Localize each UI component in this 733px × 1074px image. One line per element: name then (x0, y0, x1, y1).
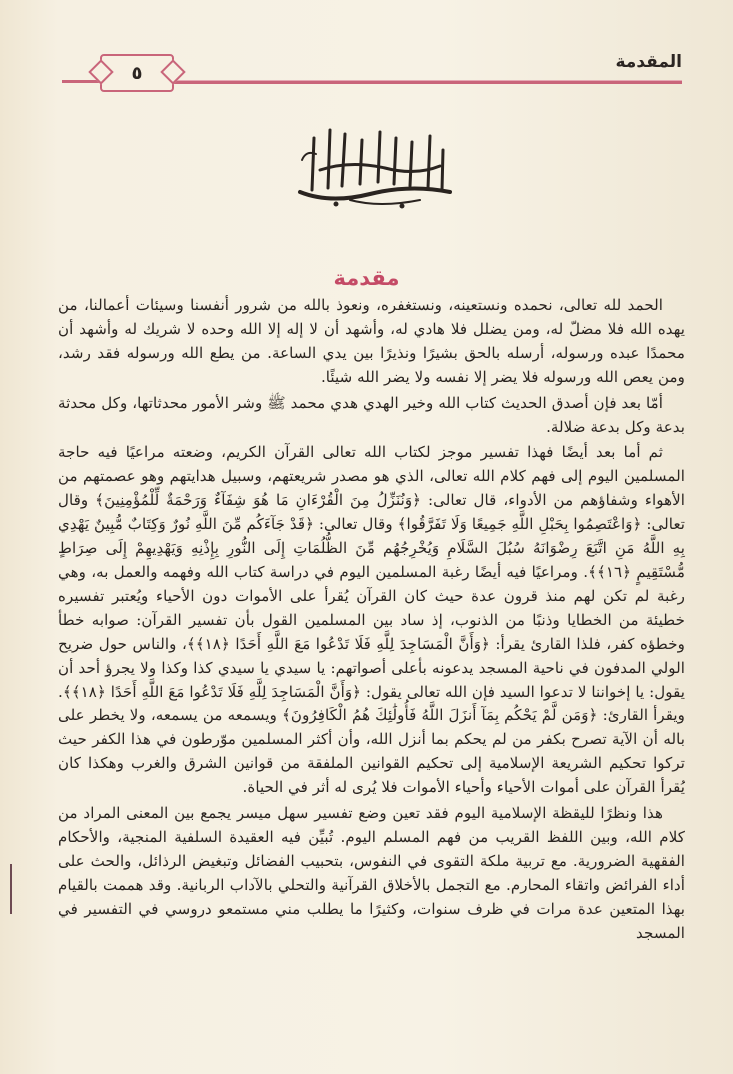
svg-text:بسم الله الرحمن الرحيم: بسم الله الرحمن الرحيم (369, 176, 381, 177)
body-text (58, 294, 685, 945)
paragraph: هذا ونظرًا لليقظة الإسلامية اليوم فقد تعين وضع تفسير سهل ميسر يجمع بين المعنى المراد من كلام الله، وبين اللفظ القريب من فهم المسلم اليوم. تُبيِّن فيه العقيدة السلفية المنجية، والأحكام الفقهية الضرورية. مع تربية ملكة التقوى في النفوس، بتحبيب الفضائل وتبغيض الرذائل، والحث على أداء الفرائض واتقاء المحارم. مع التجمل بالأخلاق القرآنية والتحلي بالآداب الربانية. وقد هممت بالقيام بهذا المتعين عدة مرات في ظرف سنوات، وكثيرًا ما يطلب مني مستمعو دروسي في التفسير في المسجد (58, 804, 685, 942)
margin-mark (10, 864, 12, 914)
section-heading: مقدمة (333, 266, 400, 290)
paragraph: الحمد لله تعالى، نحمده ونستعينه، ونستغفره، ونعوذ بالله من شرور أنفسنا وسيئات أعمالنا، من يهده الله فلا مضلّ له، ومن يضلل فلا هادي له، وأشهد أن لا إله إلا الله وحده لا شريك له وأشهد أن محمدًا عبده ورسوله، أرسله بالحق بشيرًا ونذيرًا بين يدي الساعة. من يطع الله ورسوله فقد رشد، ومن يعص الله ورسوله فلا يضر إلا نفسه ولا يضر الله شيئًا. (58, 296, 685, 386)
paragraph: أمّا بعد فإن أصدق الحديث كتاب الله وخير الهدي هدي محمد ﷺ وشر الأمور محدثاتها، وكل محدثة بدعة وكل بدعة ضلالة. (58, 393, 685, 436)
page-number-box (100, 54, 174, 92)
running-title: المقدمة (615, 52, 682, 72)
basmala-calligraphy (290, 120, 460, 210)
page-header (62, 46, 682, 96)
page-number: ٥ (131, 62, 143, 84)
paragraph: ثم أما بعد أيضًا فهذا تفسير موجز لكتاب الله تعالى القرآن الكريم، وضعته مراعيًا فيه حاجة المسلمين اليوم إلى فهم كلام الله تعالى، الذي هو مصدر شريعتهم، وسبيل هدايتهم وهو عصمتهم من الأهواء وشفاؤهم من الأدواء، قال تعالى: ﴿وَنُنَزِّلُ مِنَ الْقُرْءَانِ مَا هُوَ شِفَآءٌ وَرَحْمَةٌ لِّلْمُؤْمِنِينَ﴾ وقال تعالى: ﴿وَاعْتَصِمُوا بِحَبْلِ اللَّهِ جَمِيعًا وَلَا تَفَرَّقُوا﴾ وقال تعالى: ﴿قَدْ جَآءَكُم مِّنَ اللَّهِ نُورٌ وَكِتَابٌ مُّبِينٌ يَهْدِي بِهِ اللَّهُ مَنِ اتَّبَعَ رِضْوَانَهُ سُبُلَ السَّلَامِ وَيُخْرِجُهُم مِّنَ الظُّلُمَاتِ إِلَى النُّورِ بِإِذْنِهِ وَيَهْدِيهِمْ إِلَى صِرَاطٍ مُّسْتَقِيمٍ ﴿١٦﴾﴾. ومراعيًا فيه أيضًا رغبة المسلمين اليوم في دراسة كتاب الله وفهمه والعمل به، وهي رغبة لم تكن لهم منذ قرون عدة حيث كان القرآن يُقرأ على الأموات دون الأحياء ويُعتبر تفسيره خطيئة من الخطايا وذنبًا من الذنوب، إذ ساد بين المسلمين القول بأن تفسير القرآن: صوابه خطأ وخطؤه كفر، فلذا القارئ يقرأ: ﴿وَأَنَّ الْمَسَاجِدَ لِلَّهِ فَلَا تَدْعُوا مَعَ اللَّهِ أَحَدًا ﴿١٨﴾﴾، والناس حول ضريح الولي المدفون في ناحية المسجد يدعونه بأعلى أصواتهم: يا سيدي يا سيدي كذا وكذا ولا يجرؤ أحد أن يقول: يا إخواننا لا تدعوا السيد فإن الله تعالى يقول: ﴿وَأَنَّ الْمَسَاجِدَ لِلَّهِ فَلَا تَدْعُوا مَعَ اللَّهِ أَحَدًا ﴿١٨﴾﴾. ويقرأ القارئ: ﴿وَمَن لَّمْ يَحْكُم بِمَآ أَنزَلَ اللَّهُ فَأُولَٰئِكَ هُمُ الْكَافِرُونَ﴾ ويسمعه من يسمعه، ولا يخطر على باله أن الآية تصرح بكفر من لم يحكم بما أنزل الله، وأن أكثر المسلمين موّرطون في هذا الكفر حيث تركوا تحكيم الشريعة الإسلامية إلى تحكيم القوانين الملفقة من قوانين الشرق والغرب وهكذا كان يُقرأ القرآن على أموات الأحياء وأحياء الأموات فلا يُرى له أثر في الحياة. (58, 443, 685, 797)
header-rule (170, 80, 682, 84)
